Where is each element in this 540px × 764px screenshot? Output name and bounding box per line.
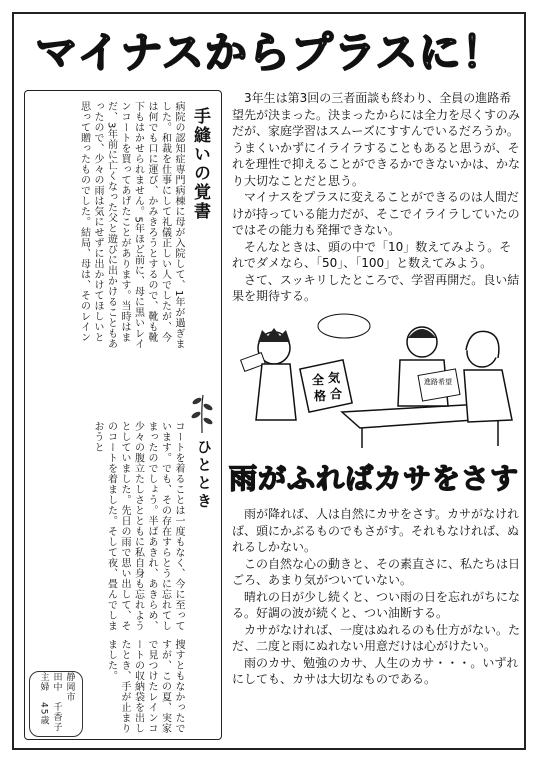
essay-text-top: 病院の認知症専門病棟に母が入院して、1年が過ぎました。和裁を仕事にして礼儀正しい人でしたが、今は何でも口に運び、かみきろうとするので、靴も靴下もはかせられません。5年ほど前に、母に黒いレインコートを買ってあげたことがあります。当時はまだ、3年前に亡くなった父と遊びに出かけることもあったので、少々の雨は気にせずに出かけてほしいと思って贈ったものでした。結局、母は、そのレイン xyxy=(78,101,184,350)
sign-char-4: 格 xyxy=(314,389,327,403)
article2-paragraph: カサがなければ、一度はぬれるのも仕方がない。ただ、二度と雨にぬれない用意だけは心がけたい。 xyxy=(232,622,521,653)
student-parent-teacher-illustration xyxy=(232,300,522,450)
essay-text-bottom: 捜すともなかったですが、この夏、実家で見つけたレインコートの収納袋を出したとき、手が止まりました。 xyxy=(105,639,184,734)
author-name: 田中 千香子 xyxy=(51,672,62,732)
article1-paragraph: 3年生は第3回の三者面談も終わり、全員の進路希望先が決まった。決まったからには全力を尽くすのみだが、家庭学習はスムーズにすすんでいるだろうか。うまくいかずにイライラすることもあると思うが、それを理性で抑えることができるかできないかは、かなり大切なことだと思う。 xyxy=(232,91,521,188)
article1-body xyxy=(232,90,522,305)
sign-char-1: 全 xyxy=(312,373,325,387)
corner-title: ひととき xyxy=(195,439,213,511)
article1-paragraph: さて、スッキリしたところで、学習再開だ。良い結果を期待する。 xyxy=(232,272,520,303)
author-box xyxy=(29,671,83,737)
essay-title: 手縫いの覚書 xyxy=(190,107,210,221)
sign-char-2: 気 xyxy=(328,371,341,385)
essay-text-mid: コートを着ることは一度もなく、今に至っています。でも、その存在すらとうに忘れてしまったのでしょう。半ばあきれ、あきらめ、少々の腹立たしさとともに私自身も忘れようとしていました。先日の雨で思い出して、そのコートを着ました。そして夜、畳んでしまおうと xyxy=(92,421,184,631)
leaf-sprig-icon xyxy=(187,391,217,435)
mother-figure xyxy=(464,331,512,422)
page-headline: マイナスからプラスに！ xyxy=(35,28,505,77)
author-role: 主婦 45歳 xyxy=(38,672,49,726)
article2-body xyxy=(232,506,522,688)
author-city: 静岡市 xyxy=(64,672,75,702)
article1-paragraph: マイナスをプラスに変えることができるのは人間だけが持っている能力だが、そこでイライラしていたのではその能力も発揮できない。 xyxy=(232,190,520,237)
paper-label: 進路希望 xyxy=(424,378,452,386)
article2-paragraph: この自然な心の動きと、その素直さに、私たちは日ごろ、あまり気がついていない。 xyxy=(232,556,521,587)
goal-sign xyxy=(300,360,352,412)
sign-char-3: 合 xyxy=(330,387,343,401)
article2-title: 雨がふればカサをさす xyxy=(228,462,519,495)
article2-paragraph: 雨が降れば、人は自然にカサをさす。カサがなければ、頭にかぶるものでもさがす。それもなければ、ぬれるしかない。 xyxy=(232,507,520,554)
student-figure xyxy=(241,328,296,420)
article1-paragraph: そんなときは、頭の中で「10」数えてみよう。それでダメなら、「50」、「100」と数えてみよう。 xyxy=(232,239,512,270)
essay-box xyxy=(24,90,222,740)
article2-paragraph: 晴れの日が少し続くと、つい雨の日を忘れがちになる。好調の波が続くと、つい油断する。 xyxy=(232,589,521,620)
article2-paragraph: 雨のカサ、勉強のカサ、人生のカサ・・・。いずれにしても、カサは大切なものである。 xyxy=(232,655,519,686)
